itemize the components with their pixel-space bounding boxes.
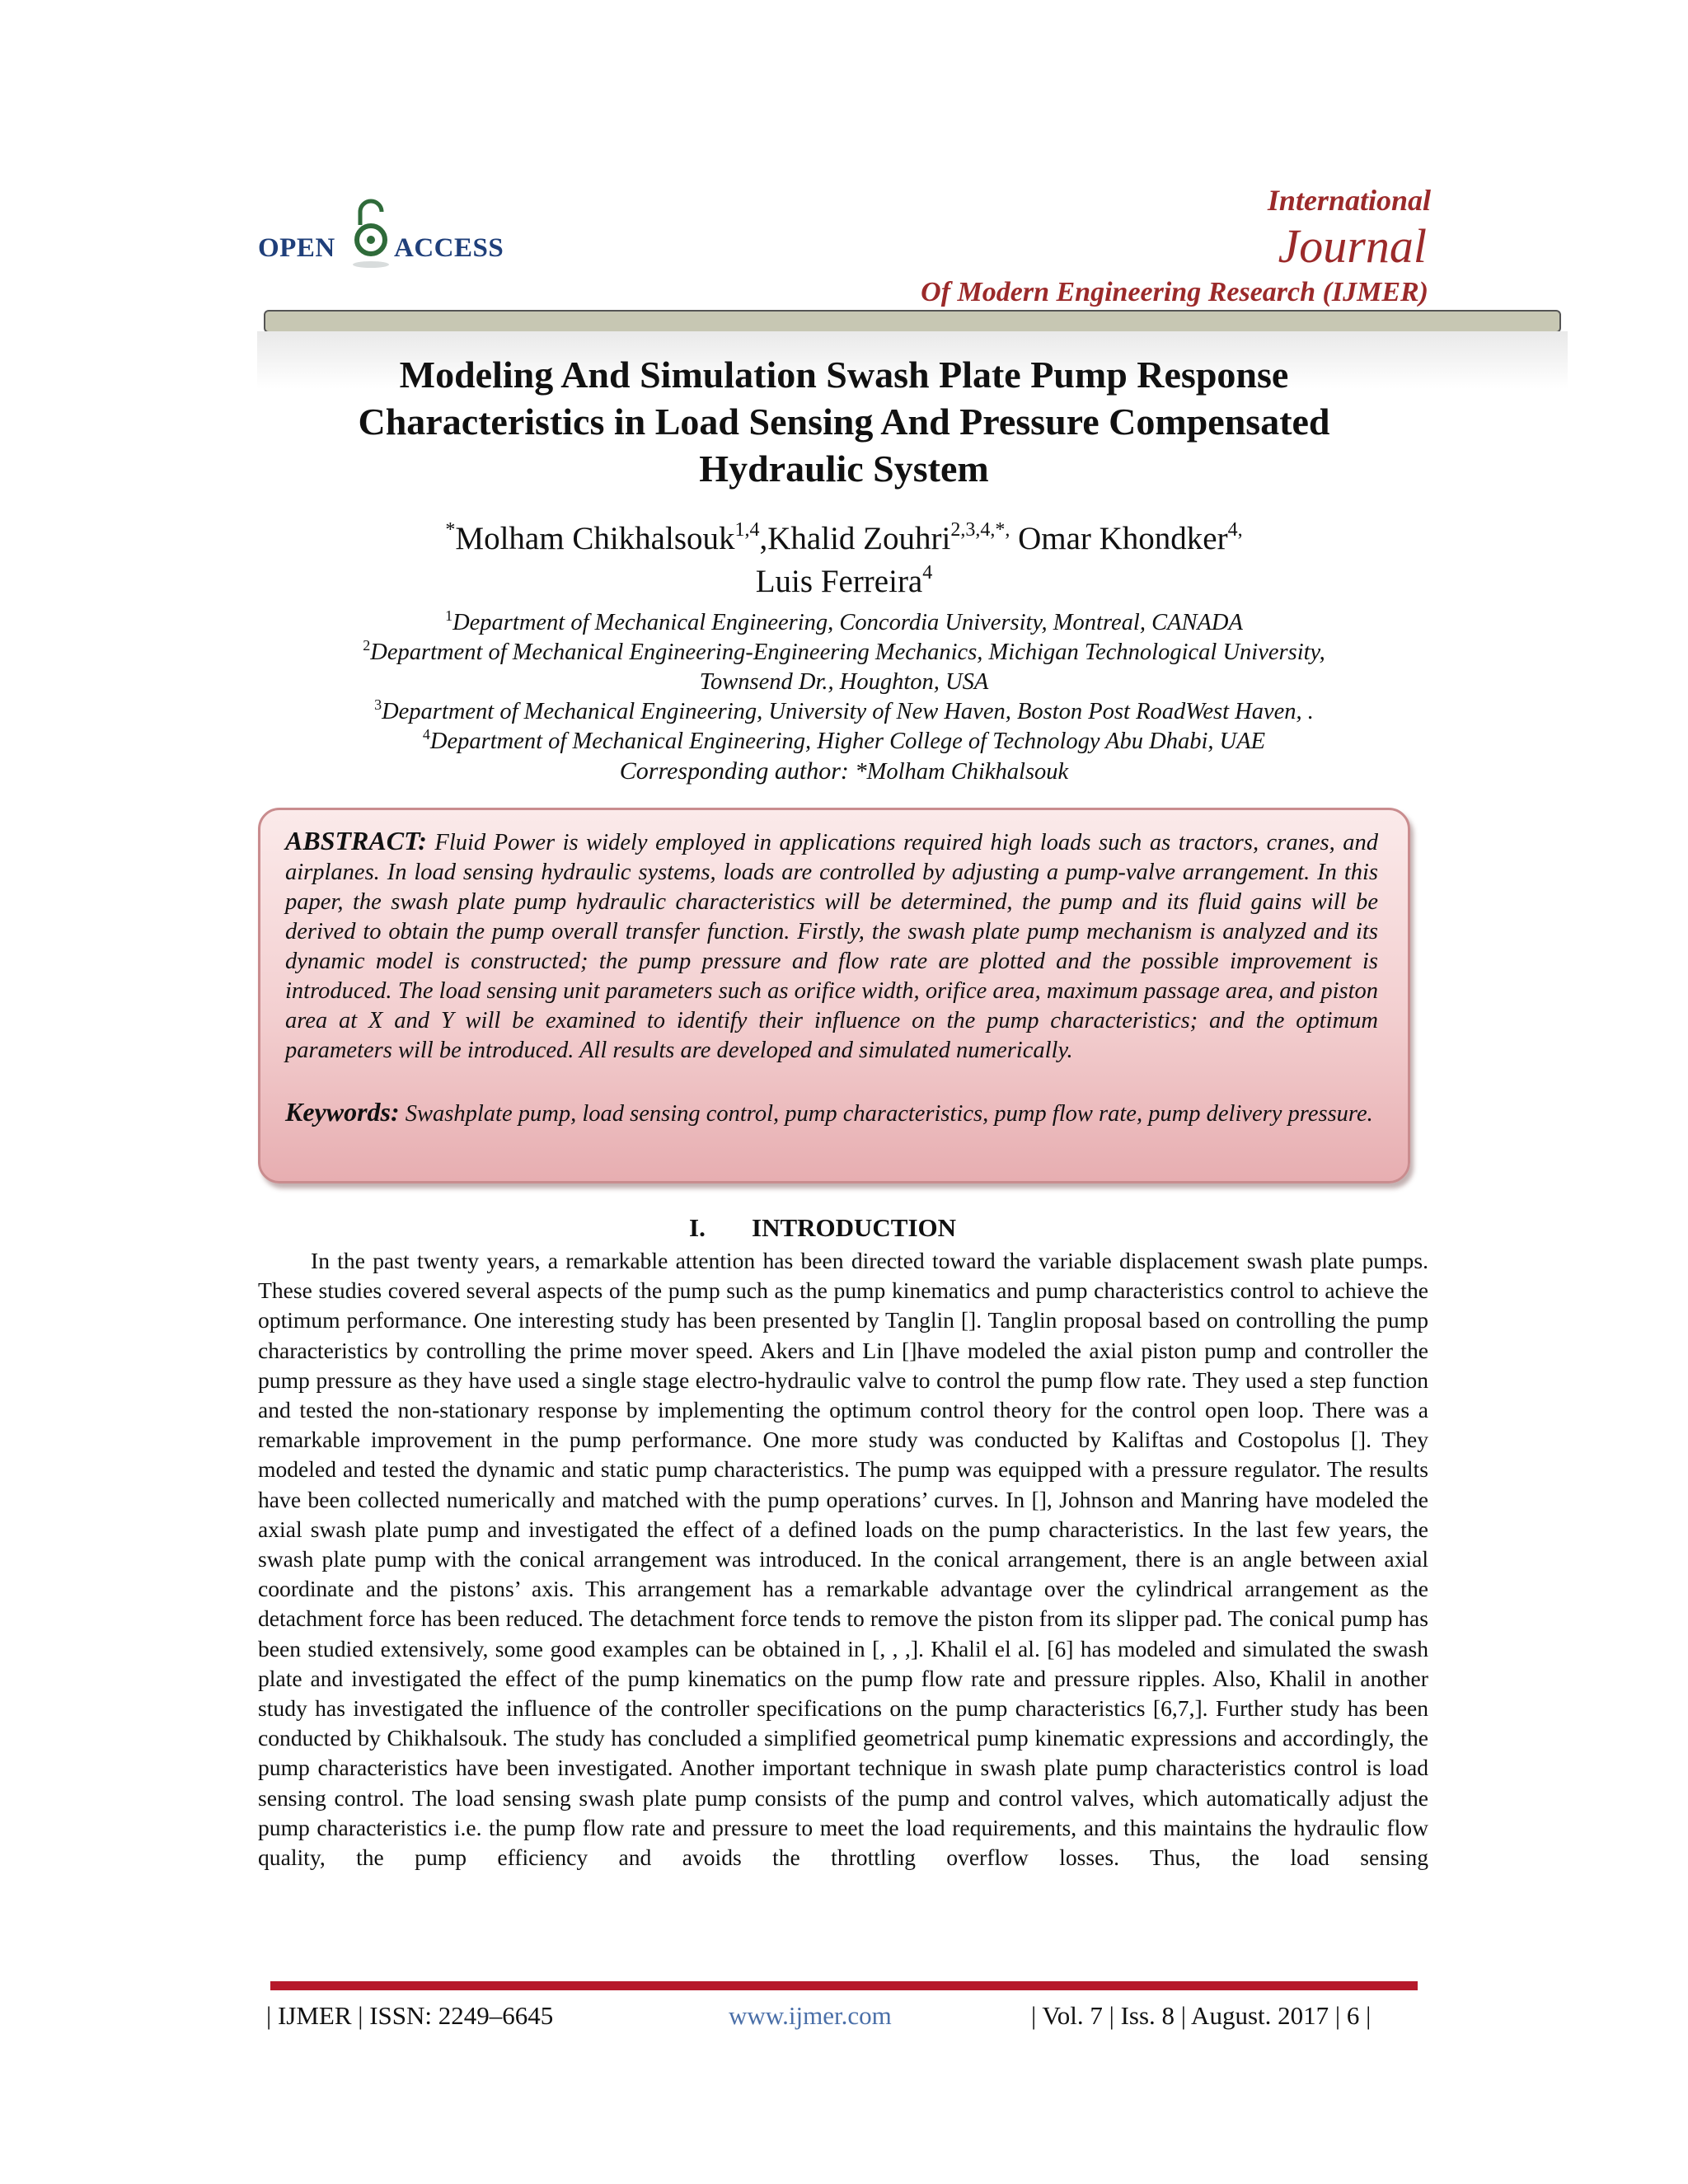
corresponding-author: Corresponding author: *Molham Chikhalsouk [619,757,1069,785]
keywords-body: Swashplate pump, load sensing control, pump characteristics, pump flow rate, pump delivery pressure. [399,1101,1373,1127]
affiliation: $^2$Department of Mechanical Engineering-Engineering Mechanics, Michigan Technological University, [363,637,1325,665]
author-marker: * [445,519,456,541]
author-line-2 [247,560,1441,603]
author-name: Omar Khondker [1010,521,1228,556]
title-line: Modeling And Simulation Swash Plate Pump Response [399,354,1289,396]
title-line: Hydraulic System [699,448,989,490]
affiliation: $^3$Department of Mechanical Engineering, University of New Haven, Boston Post RoadWest Haven, . [374,696,1314,724]
abstract-body: Fluid Power is widely employed in applications required high loads such as tractors, cranes, and airplanes. In load sensing hydraulic systems, loads are controlled by adjusting a pump-valve arrangement. In this paper, the swash plate pump hydraulic characteristics will be determined, the pump and its fluid gains will be derived to obtain the pump overall transfer function. Firstly, the swash plate pump mechanism is analyzed and its dynamic model is constructed; the pump pressure and flow rate are plotted and the possible improvement is introduced. The load sensing unit parameters such as orifice width, orifice area, maximum passage area, and piston area at X and Y will be examined to identify their influence on the pump characteristics; and the optimum parameters will be introduced. All results are developed and simulated numerically. [285,830,1378,1063]
access-label: ACCESS [394,233,504,263]
author-sup: 1,4 [734,519,760,541]
footer-rule [270,1981,1418,1990]
footer-website-link[interactable]: www.ijmer.com [729,2001,892,2030]
affiliation: Townsend Dr., Houghton, USA [699,669,989,695]
author-line-1 [247,518,1441,560]
author-sup: 4 [922,562,933,583]
open-label: OPEN [258,233,335,263]
section-title: INTRODUCTION [752,1213,957,1242]
author-name: Molham Chikhalsouk [455,521,735,556]
affiliation: $^1$Department of Mechanical Engineering, Concordia University, Montreal, CANADA [445,607,1243,635]
author-name: Luis Ferreira [755,564,923,599]
author-sup: 2,3,4,*, [950,519,1010,541]
abstract [285,826,1378,1066]
paragraph: In the past twenty years, a remarkable attention has been directed toward the variable displacement swash plate pumps. These studies covered several aspects of the pump such as the pump kinematics and pump characteristics control to achieve the optimum performance. One interesting study has been presented by Tanglin []. Tanglin proposal based on controlling the pump characteristics by controlling the prime mover speed. Akers and Lin []have modeled the axial piston pump and controller the pump pressure as they have used a single stage electro-hydraulic valve to control the pump flow rate. They used a step function and tested the non-stationary response by implementing the optimum control theory for the control open loop. There was a remarkable improvement in the pump performance. One more study was conducted by Kaliftas and Costopolus []. They modeled and tested the dynamic and static pump characteristics. The pump was equipped with a pressure regulator. The results have been collected numerically and matched with the pump operations’ curves. In [], Johnson and Manring have modeled the axial swash plate pump and investigated the effect of a defined loads on the pump characteristics. In the last few years, the swash plate pump with the conical arrangement was introduced. In the conical arrangement, there is an angle between axial coordinate and the pistons’ axis. This arrangement has a remarkable advantage over the cylindrical arrangement as the detachment force has been reduced. The detachment force tends to remove the piston from its slipper pad. The conical pump has been studied extensively, some good examples can be obtained in [, , ,]. Khalil el al. [6] has modeled and simulated the swash plate and investigated the effect of the pump kinematics on the pump flow rate and pressure ripples. Also, Khalil in another study has investigated the influence of the controller specifications on the pump characteristics [6,7,]. Further study has been conducted by Chikhalsouk. The study has concluded a simplified geometrical pump kinematic expressions and accordingly, the pump characteristics have been investigated. Another important technique in swash plate pump characteristics control is load sensing control. The load sensing swash plate pump consists of the pump and control valves, which automatically adjust the pump characteristics i.e. the pump flow rate and pressure to meet the load requirements, and this maintains the hydraulic flow quality, the pump efficiency and avoids the throttling overflow losses. Thus, the load sensing [258,1248,1428,1871]
header-divider-bar [264,310,1561,333]
paper-title [247,351,1441,492]
section-number: I. [689,1213,706,1242]
footer-issn: | IJMER | ISSN: 2249–6645 [266,2001,554,2030]
affiliation: $^4$Department of Mechanical Engineering, Higher College of Technology Abu Dhabi, UAE [422,726,1266,754]
footer-volume-info: | Vol. 7 | Iss. 8 | August. 2017 | 6 | [1031,2001,1372,2030]
keywords-label: Keywords: [285,1097,400,1127]
author-list [247,518,1441,603]
abstract-label: ABSTRACT: [285,826,427,855]
author-name: ,Khalid Zouhri [759,521,951,556]
affiliations [247,608,1441,787]
open-access-lock-icon [350,194,392,269]
keywords [285,1097,1378,1129]
journal-international: International [1267,184,1431,217]
journal-subtitle: Of Modern Engineering Research (IJMER) [921,277,1428,307]
introduction-body [258,1246,1428,1872]
author-sup: 4, [1227,519,1243,541]
title-line: Characteristics in Load Sensing And Pressure Compensated [358,401,1330,443]
journal-name: Journal [1278,219,1427,273]
